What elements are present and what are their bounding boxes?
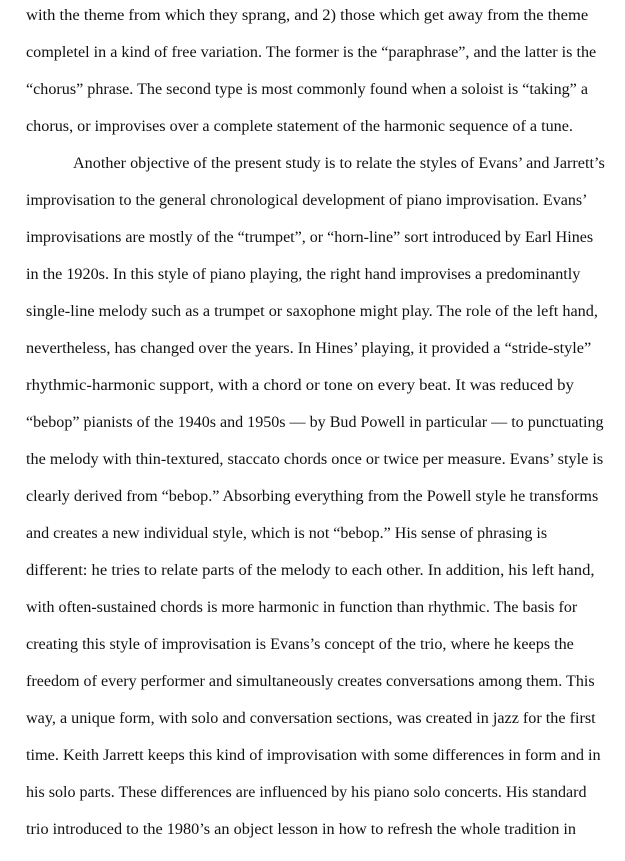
text-line-19: freedom of every performer and simultaneously creates conversations among them. This [26, 673, 595, 690]
text-line-14: clearly derived from “bebop.” Absorbing everything from the Powell style he transforms [26, 488, 599, 505]
text-line-16: different: he tries to relate parts of the melody to each other. In addition, his left hand, [26, 562, 595, 579]
text-line-7: improvisations are mostly of the “trumpet”, or “horn-line” sort introduced by Earl Hines [26, 229, 594, 246]
text-line-6: improvisation to the general chronological development of piano improvisation. Evans’ [26, 192, 588, 209]
text-line-12: “bebop” pianists of the 1940s and 1950s — by Bud Powell in particular — to punctuating [26, 414, 604, 431]
text-line-5-paragraph-start: Another objective of the present study is to relate the styles of Evans’ and Jarrett’s [73, 155, 605, 172]
text-line-10: nevertheless, has changed over the years. In Hines’ playing, it provided a “stride-style” [26, 340, 592, 357]
text-line-17: with often-sustained chords is more harmonic in function than rhythmic. The basis for [26, 599, 578, 616]
text-line-15: and creates a new individual style, which is not “bebop.” His sense of phrasing is [26, 525, 548, 542]
text-line-9: single-line melody such as a trumpet or saxophone might play. The role of the left hand, [26, 303, 598, 320]
text-line-3: “chorus” phrase. The second type is most commonly found when a soloist is “taking” a [26, 81, 589, 98]
text-line-8: in the 1920s. In this style of piano playing, the right hand improvises a predominantly [26, 266, 581, 283]
text-line-18: creating this style of improvisation is Evans’s concept of the trio, where he keeps the [26, 636, 574, 653]
text-line-13: the melody with thin-textured, staccato chords once or twice per measure. Evans’ style is [26, 451, 604, 468]
text-line-22: his solo parts. These differences are influenced by his piano solo concerts. His standard [26, 784, 587, 801]
text-line-21: time. Keith Jarrett keeps this kind of improvisation with some differences in form and in [26, 747, 601, 764]
text-line-11: rhythmic-harmonic support, with a chord or tone on every beat. It was reduced by [26, 377, 574, 394]
text-line-2: completel in a kind of free variation. The former is the “paraphrase”, and the latter is the [26, 44, 597, 61]
text-line-23: trio introduced to the 1980’s an object lesson in how to refresh the whole tradition in [26, 821, 577, 838]
text-line-20: way, a unique form, with solo and conversation sections, was created in jazz for the first [26, 710, 596, 727]
text-line-1: with the theme from which they sprang, and 2) those which get away from the theme [26, 7, 589, 24]
text-line-4: chorus, or improvises over a complete statement of the harmonic sequence of a tune. [26, 118, 573, 135]
